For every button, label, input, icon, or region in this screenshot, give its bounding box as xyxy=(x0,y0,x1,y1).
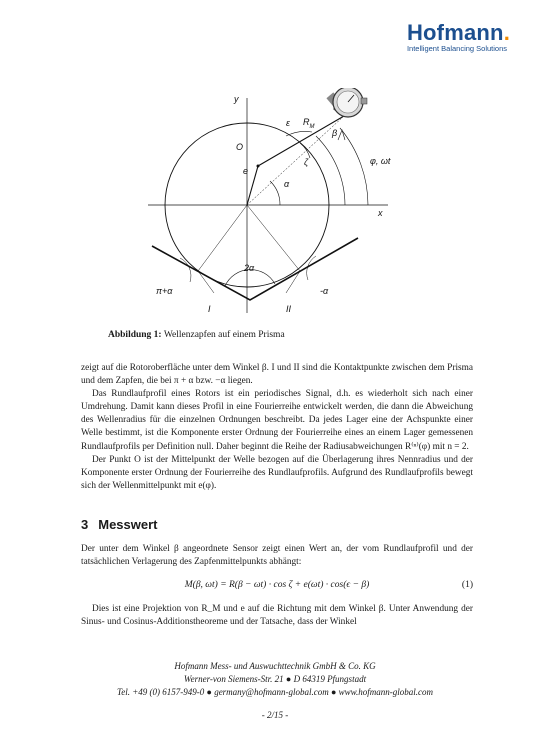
caption-text: Wellenzapfen auf einem Prisma xyxy=(163,330,285,340)
logo-dot: . xyxy=(503,20,510,45)
label-RM: $R_M$ xyxy=(303,117,315,130)
label-minus-alpha: -α xyxy=(320,286,329,296)
section-title: Messwert xyxy=(98,517,158,532)
figure-diagram xyxy=(140,88,420,328)
paragraph-after-equation: Dies ist eine Projektion von R_M und e auf die Richtung mit dem Winkel β. Unter Anwendung der Sinus- und Cosinus-Additionstheoreme und der Tatsache, dass der Winkel xyxy=(81,604,473,628)
body-text-upper xyxy=(81,362,473,493)
label-y: y xyxy=(234,94,239,104)
label-x: x xyxy=(378,208,383,218)
label-zeta: ζ xyxy=(304,157,309,167)
label-phi-omega-t: φ, ωt xyxy=(370,156,391,166)
company-logo xyxy=(407,20,510,53)
contact-line-II xyxy=(247,205,300,271)
label-beta: β xyxy=(332,128,338,138)
page-footer xyxy=(0,660,550,699)
section-heading xyxy=(81,517,167,532)
contact-line-I xyxy=(198,205,247,271)
footer-company: Hofmann Mess- und Auswuchttechnik GmbH & Co. KG xyxy=(174,661,376,671)
radius-RM-vector xyxy=(258,116,344,166)
alpha-arc xyxy=(270,181,280,205)
label-two-alpha: 2α xyxy=(244,263,255,273)
figure-shaft-on-prism xyxy=(140,88,420,328)
equation-1 xyxy=(81,580,473,590)
eccentricity-vector xyxy=(247,166,258,205)
beta-arc xyxy=(316,136,345,205)
body-text-after-equation xyxy=(81,603,473,629)
caption-label: Abbildung 1: xyxy=(108,330,162,340)
paragraph-section-intro: Der unter dem Winkel β angeordnete Sensor zeigt einen Wert an, der vom Rundlaufprofil und der tatsächlichen Verlagerung des Zapfenmittelpunkts abhängt: xyxy=(81,544,473,568)
footer-address: Werner-von Siemens-Str. 21 ● D 64319 Pfungstadt xyxy=(183,674,367,684)
footer-contact: Tel. +49 (0) 6157-949-0 ● germany@hofmann-global.com ● www.hofmann-global.com xyxy=(117,687,433,697)
paragraph-3: Der Punkt O ist der Mittelpunkt der Welle bezogen auf die Überlagerung ihres Nennradius und der Komponente erster Ordnung der Fourierreihe des Rundlaufprofils. Aufgrund des Rundlaufprofils bewegt sich der Wellenmittelpunkt mit e(φ). xyxy=(81,454,473,491)
label-alpha: α xyxy=(284,179,290,189)
figure-caption xyxy=(108,330,285,340)
label-II: II xyxy=(286,304,292,314)
label-O: O xyxy=(236,142,244,152)
page-number: - 2/15 - xyxy=(261,710,289,720)
logo-word: Hofmann xyxy=(406,20,504,45)
body-text-section xyxy=(81,543,473,569)
section-number: 3 xyxy=(81,517,89,532)
equation-number: (1) xyxy=(461,580,473,590)
equation-formula: M(β, ωt) = R(β − ωt) · cos ζ + e(ωt) · cos(ϵ − β) xyxy=(184,580,370,590)
logo-tagline: Intelligent Balancing Solutions xyxy=(406,44,508,53)
paragraph-2: Das Rundlaufprofil eines Rotors ist ein periodisches Signal, d.h. es wiederholt sich nach einer Umdrehung. Damit kann dieses Profil in eine Fourierreihe entwickelt werden, die dann die Abweichung des Wellenradius für die einzelnen Ordnungen beschreibt. Da jedes Lager eine der Achspunkte einer Welle bestimmt, ist die Komponente erster Ordnung der Fourierreihe eines an einem Lager gemessenen Rundlaufprofils per Definition null. Daher beginnt die Reihe der Radiusabweichungen R⁽ⁿ⁾(φ) mit n = 2. xyxy=(81,389,473,452)
label-e: e xyxy=(243,166,249,176)
dial-gauge-icon xyxy=(326,88,367,117)
label-pi-plus-alpha: π+α xyxy=(156,286,173,296)
label-I: I xyxy=(208,304,211,314)
label-epsilon: ε xyxy=(286,118,290,128)
paragraph-1: zeigt auf die Rotoroberfläche unter dem Winkel β. I und II sind die Kontaktpunkte zwischen dem Prisma und dem Zapfen, die bei π + α bzw. −α liegen. xyxy=(81,363,473,387)
